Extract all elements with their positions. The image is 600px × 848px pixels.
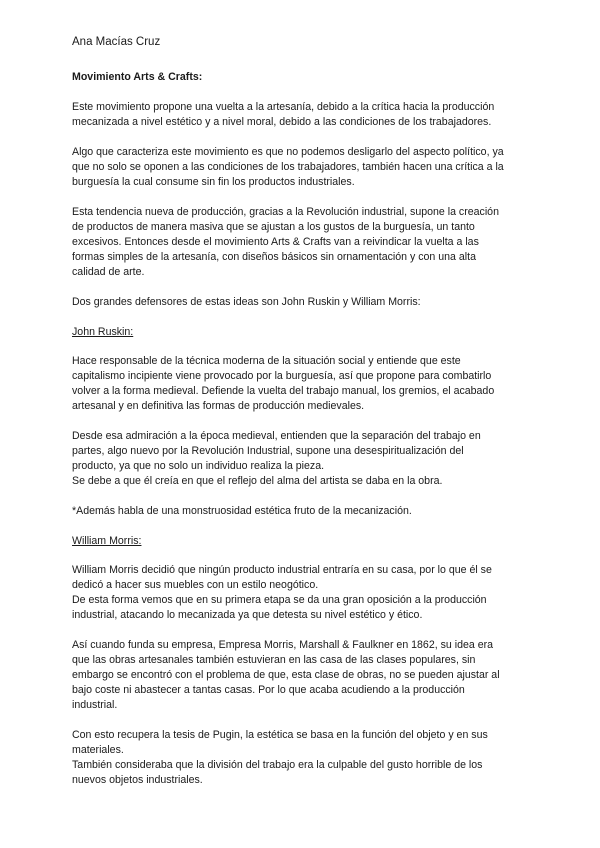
text-line: bajo coste ni abastecer a tantas casas. Por lo que acaba acudiendo a la producción bbox=[72, 684, 465, 696]
paragraph bbox=[72, 145, 534, 190]
text-line: partes, algo nuevo por la Revolución Industrial, supone una desespiritualización del bbox=[72, 445, 464, 457]
document-body bbox=[72, 70, 534, 803]
text-line: Desde esa admiración a la época medieval, entienden que la separación del trabajo en bbox=[72, 430, 481, 442]
paragraph bbox=[72, 100, 534, 130]
text-line: excesivos. Entonces desde el movimiento Arts & Crafts van a reivindicar la vuelta a las bbox=[72, 236, 479, 248]
text-line: que las obras artesanales también estuvieran en las casa de las clases populares, sin bbox=[72, 654, 476, 666]
text-line: *Además habla de una monstruosidad estética fruto de la mecanización. bbox=[72, 505, 412, 517]
paragraph bbox=[72, 429, 534, 489]
intro-section bbox=[72, 100, 534, 310]
text-line: Algo que caracteriza este movimiento es que no podemos desligarlo del aspecto político, ya bbox=[72, 146, 504, 158]
morris-section bbox=[72, 563, 534, 788]
text-line: nuevos objetos industriales. bbox=[72, 774, 203, 786]
text-line: materiales. bbox=[72, 744, 124, 756]
text-line: Esta tendencia nueva de producción, gracias a la Revolución industrial, supone la creación bbox=[72, 206, 499, 218]
text-line: formas simples de la artesanía, con diseños básicos sin ornamentación y con una alta bbox=[72, 251, 476, 263]
document-title: Movimiento Arts & Crafts: bbox=[72, 71, 203, 83]
text-line: Este movimiento propone una vuelta a la artesanía, debido a la crítica hacia la producción bbox=[72, 101, 495, 113]
text-line: que no solo se oponen a las condiciones de los trabajadores, también hacen una crítica a la bbox=[72, 161, 504, 173]
paragraph bbox=[72, 354, 534, 414]
ruskin-section bbox=[72, 354, 534, 519]
paragraph bbox=[72, 728, 534, 788]
text-line: Se debe a que él creía en que el reflejo del alma del artista se daba en la obra. bbox=[72, 475, 443, 487]
text-line: producto, ya que no solo un individuo realiza la pieza. bbox=[72, 460, 325, 472]
text-line: Con esto recupera la tesis de Pugin, la estética se basa en la función del objeto y en sus bbox=[72, 729, 488, 741]
text-line: William Morris decidió que ningún producto industrial entraría en su casa, por lo que él se bbox=[72, 564, 492, 576]
section-heading-morris: William Morris: bbox=[72, 535, 142, 547]
paragraph bbox=[72, 504, 534, 519]
text-line: embargo se encontró con el problema de que, esta clase de obras, no se pueden ajustar al bbox=[72, 669, 500, 681]
text-line: Dos grandes defensores de estas ideas son John Ruskin y William Morris: bbox=[72, 296, 421, 308]
text-line: burguesía la cual consume sin fin los productos industriales. bbox=[72, 176, 355, 188]
text-line: capitalismo incipiente viene provocado por la burguesía, así que propone para combatirlo bbox=[72, 370, 492, 382]
paragraph bbox=[72, 295, 534, 310]
text-line: mecanizada a nivel estético y a nivel moral, debido a las condiciones de los trabajadores. bbox=[72, 116, 492, 128]
text-line: calidad de arte. bbox=[72, 266, 145, 278]
paragraph bbox=[72, 638, 534, 713]
text-line: Así cuando funda su empresa, Empresa Morris, Marshall & Faulkner en 1862, su idea era bbox=[72, 639, 494, 651]
paragraph bbox=[72, 563, 534, 623]
paragraph bbox=[72, 205, 534, 280]
text-line: También consideraba que la división del trabajo era la culpable del gusto horrible de los bbox=[72, 759, 483, 771]
text-line: de productos de manera masiva que se ajustan a los gustos de la burguesía, un tanto bbox=[72, 221, 475, 233]
text-line: artesanal y en definitiva las formas de producción medievales. bbox=[72, 400, 365, 412]
text-line: dedicó a hacer sus muebles con un estilo neogótico. bbox=[72, 579, 319, 591]
author-name: Ana Macías Cruz bbox=[72, 36, 161, 48]
text-line: De esta forma vemos que en su primera etapa se da una gran oposición a la producción bbox=[72, 594, 487, 606]
text-line: Hace responsable de la técnica moderna de la situación social y entiende que este bbox=[72, 355, 461, 367]
text-line: industrial. bbox=[72, 699, 118, 711]
text-line: volver a la forma medieval. Defiende la vuelta del trabajo manual, los gremios, el acabado bbox=[72, 385, 495, 397]
text-line: industrial, atacando lo mecanizada ya que detesta su nivel estético y ético. bbox=[72, 609, 423, 621]
section-heading-ruskin: John Ruskin: bbox=[72, 326, 134, 338]
